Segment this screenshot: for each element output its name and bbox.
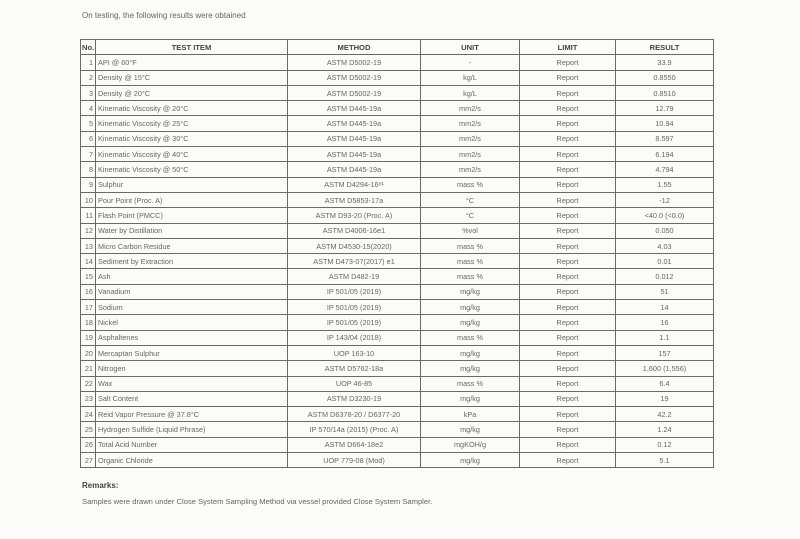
row-number: 15 (81, 269, 96, 284)
unit-cell: mg/kg (421, 361, 520, 376)
table-row (81, 162, 714, 177)
method-cell: ASTM D445-19a (288, 162, 421, 177)
table-row (81, 345, 714, 360)
method-cell: ASTM D3230-19 (288, 391, 421, 406)
method-cell: IP 570/14a (2015) (Proc. A) (288, 422, 421, 437)
result-cell: 6.194 (616, 147, 714, 162)
method-cell: ASTM D6378-20 / D6377-20 (288, 407, 421, 422)
row-number: 10 (81, 192, 96, 207)
method-cell: ASTM D473-07(2017) e1 (288, 254, 421, 269)
table-row (81, 85, 714, 100)
unit-cell: mg/kg (421, 345, 520, 360)
test-item-cell: Pour Point (Proc. A) (96, 192, 288, 207)
result-cell: 157 (616, 345, 714, 360)
result-cell: 1.1 (616, 330, 714, 345)
unit-cell: mgKOH/g (421, 437, 520, 452)
result-cell: 33.9 (616, 55, 714, 70)
row-number: 5 (81, 116, 96, 131)
result-cell: 19 (616, 391, 714, 406)
limit-cell: Report (520, 300, 616, 315)
test-item-cell: Density @ 15°C (96, 70, 288, 85)
row-number: 4 (81, 101, 96, 116)
result-cell: 8.597 (616, 131, 714, 146)
header-test-item: TEST ITEM (96, 40, 288, 55)
row-number: 26 (81, 437, 96, 452)
test-item-cell: Salt Content (96, 391, 288, 406)
unit-cell: kg/L (421, 85, 520, 100)
result-cell: 6.4 (616, 376, 714, 391)
result-cell: 51 (616, 284, 714, 299)
test-item-cell: Water by Distillation (96, 223, 288, 238)
remarks-text: Samples were drawn under Close System Sampling Method via vessel provided Close System Sampler. (82, 497, 433, 506)
limit-cell: Report (520, 70, 616, 85)
unit-cell: mg/kg (421, 422, 520, 437)
test-item-cell: Reid Vapor Pressure @ 37.8°C (96, 407, 288, 422)
method-cell: IP 501/05 (2019) (288, 300, 421, 315)
result-cell: 1,600 (1,556) (616, 361, 714, 376)
limit-cell: Report (520, 315, 616, 330)
unit-cell: mm2/s (421, 131, 520, 146)
row-number: 20 (81, 345, 96, 360)
limit-cell: Report (520, 453, 616, 468)
unit-cell: °C (421, 192, 520, 207)
table-row (81, 284, 714, 299)
method-cell: ASTM D5002-19 (288, 85, 421, 100)
method-cell: ASTM D4530-15(2020) (288, 238, 421, 253)
table-row (81, 254, 714, 269)
test-item-cell: Kinematic Viscosity @ 50°C (96, 162, 288, 177)
test-item-cell: Nitrogen (96, 361, 288, 376)
table-row (81, 192, 714, 207)
method-cell: ASTM D5853-17a (288, 192, 421, 207)
test-item-cell: Vanadium (96, 284, 288, 299)
unit-cell: mass % (421, 177, 520, 192)
limit-cell: Report (520, 101, 616, 116)
test-item-cell: Sediment by Extraction (96, 254, 288, 269)
row-number: 11 (81, 208, 96, 223)
row-number: 22 (81, 376, 96, 391)
table-row (81, 422, 714, 437)
row-number: 14 (81, 254, 96, 269)
table-row (81, 300, 714, 315)
method-cell: UOP 163-10 (288, 345, 421, 360)
table-row (81, 223, 714, 238)
method-cell: ASTM D482-19 (288, 269, 421, 284)
result-cell: 1.24 (616, 422, 714, 437)
table-row (81, 453, 714, 468)
table-row (81, 437, 714, 452)
unit-cell: %vol (421, 223, 520, 238)
result-cell: 0.12 (616, 437, 714, 452)
test-item-cell: Organic Chloride (96, 453, 288, 468)
row-number: 25 (81, 422, 96, 437)
unit-cell: kg/L (421, 70, 520, 85)
unit-cell: mg/kg (421, 284, 520, 299)
method-cell: ASTM D445-19a (288, 147, 421, 162)
test-item-cell: Density @ 20°C (96, 85, 288, 100)
limit-cell: Report (520, 361, 616, 376)
table-row (81, 131, 714, 146)
header-limit: LIMIT (520, 40, 616, 55)
limit-cell: Report (520, 116, 616, 131)
table-row (81, 330, 714, 345)
limit-cell: Report (520, 223, 616, 238)
unit-cell: kPa (421, 407, 520, 422)
unit-cell: - (421, 55, 520, 70)
header-method: METHOD (288, 40, 421, 55)
limit-cell: Report (520, 131, 616, 146)
intro-text: On testing, the following results were obtained (82, 11, 246, 20)
unit-cell: mg/kg (421, 453, 520, 468)
result-cell: <40.0 (<0.0) (616, 208, 714, 223)
header-result: RESULT (616, 40, 714, 55)
unit-cell: mass % (421, 254, 520, 269)
limit-cell: Report (520, 269, 616, 284)
remarks-title: Remarks: (82, 481, 119, 490)
limit-cell: Report (520, 391, 616, 406)
row-number: 9 (81, 177, 96, 192)
result-cell: 0.01 (616, 254, 714, 269)
unit-cell: mass % (421, 376, 520, 391)
row-number: 17 (81, 300, 96, 315)
table-row (81, 101, 714, 116)
result-cell: 42.2 (616, 407, 714, 422)
result-cell: 5.1 (616, 453, 714, 468)
limit-cell: Report (520, 407, 616, 422)
row-number: 23 (81, 391, 96, 406)
limit-cell: Report (520, 55, 616, 70)
method-cell: ASTM D5002-19 (288, 70, 421, 85)
limit-cell: Report (520, 177, 616, 192)
table-row (81, 147, 714, 162)
test-item-cell: Kinematic Viscosity @ 25°C (96, 116, 288, 131)
table-row (81, 116, 714, 131)
row-number: 18 (81, 315, 96, 330)
test-item-cell: Total Acid Number (96, 437, 288, 452)
method-cell: ASTM D5762-18a (288, 361, 421, 376)
test-item-cell: Mercaptan Sulphur (96, 345, 288, 360)
row-number: 3 (81, 85, 96, 100)
limit-cell: Report (520, 330, 616, 345)
result-cell: 1.55 (616, 177, 714, 192)
result-cell: -12 (616, 192, 714, 207)
table-row (81, 55, 714, 70)
method-cell: ASTM D445-19a (288, 101, 421, 116)
test-item-cell: Ash (96, 269, 288, 284)
method-cell: UOP 46-85 (288, 376, 421, 391)
row-number: 6 (81, 131, 96, 146)
unit-cell: mass % (421, 330, 520, 345)
header-unit: UNIT (421, 40, 520, 55)
limit-cell: Report (520, 85, 616, 100)
test-item-cell: API @ 60°F (96, 55, 288, 70)
method-cell: UOP 779-08 (Mod) (288, 453, 421, 468)
header-no: No. (81, 40, 96, 55)
method-cell: ASTM D664-18e2 (288, 437, 421, 452)
limit-cell: Report (520, 437, 616, 452)
row-number: 12 (81, 223, 96, 238)
limit-cell: Report (520, 162, 616, 177)
table-row (81, 238, 714, 253)
table-row (81, 376, 714, 391)
limit-cell: Report (520, 376, 616, 391)
row-number: 1 (81, 55, 96, 70)
limit-cell: Report (520, 345, 616, 360)
test-item-cell: Nickel (96, 315, 288, 330)
test-item-cell: Sulphur (96, 177, 288, 192)
row-number: 2 (81, 70, 96, 85)
row-number: 24 (81, 407, 96, 422)
result-cell: 0.012 (616, 269, 714, 284)
table-row (81, 269, 714, 284)
table-row (81, 70, 714, 85)
unit-cell: mass % (421, 269, 520, 284)
result-cell: 10.94 (616, 116, 714, 131)
unit-cell: mm2/s (421, 162, 520, 177)
test-item-cell: Hydrogen Sulfide (Liquid Phrase) (96, 422, 288, 437)
row-number: 27 (81, 453, 96, 468)
unit-cell: °C (421, 208, 520, 223)
method-cell: ASTM D445-19a (288, 116, 421, 131)
method-cell: ASTM D4294-16ᵉ¹ (288, 177, 421, 192)
unit-cell: mm2/s (421, 101, 520, 116)
limit-cell: Report (520, 238, 616, 253)
unit-cell: mass % (421, 238, 520, 253)
unit-cell: mm2/s (421, 147, 520, 162)
limit-cell: Report (520, 254, 616, 269)
row-number: 7 (81, 147, 96, 162)
table-row (81, 407, 714, 422)
limit-cell: Report (520, 284, 616, 299)
method-cell: ASTM D445-19a (288, 131, 421, 146)
row-number: 19 (81, 330, 96, 345)
table-row (81, 177, 714, 192)
unit-cell: mg/kg (421, 391, 520, 406)
result-cell: 0.050 (616, 223, 714, 238)
row-number: 8 (81, 162, 96, 177)
result-cell: 0.8510 (616, 85, 714, 100)
test-item-cell: Flash Point (PMCC) (96, 208, 288, 223)
result-cell: 12.79 (616, 101, 714, 116)
test-item-cell: Asphaltenes (96, 330, 288, 345)
results-table (80, 39, 714, 468)
method-cell: IP 143/04 (2018) (288, 330, 421, 345)
limit-cell: Report (520, 192, 616, 207)
row-number: 21 (81, 361, 96, 376)
method-cell: ASTM D5002-19 (288, 55, 421, 70)
test-item-cell: Micro Carbon Residue (96, 238, 288, 253)
test-item-cell: Kinematic Viscosity @ 30°C (96, 131, 288, 146)
unit-cell: mg/kg (421, 300, 520, 315)
result-cell: 0.8550 (616, 70, 714, 85)
table-row (81, 391, 714, 406)
test-item-cell: Sodium (96, 300, 288, 315)
row-number: 13 (81, 238, 96, 253)
result-cell: 14 (616, 300, 714, 315)
table-row (81, 315, 714, 330)
method-cell: IP 501/05 (2019) (288, 284, 421, 299)
test-item-cell: Wax (96, 376, 288, 391)
method-cell: IP 501/05 (2019) (288, 315, 421, 330)
table-row (81, 208, 714, 223)
unit-cell: mg/kg (421, 315, 520, 330)
test-item-cell: Kinematic Viscosity @ 40°C (96, 147, 288, 162)
result-cell: 4.794 (616, 162, 714, 177)
limit-cell: Report (520, 422, 616, 437)
test-item-cell: Kinematic Viscosity @ 20°C (96, 101, 288, 116)
row-number: 16 (81, 284, 96, 299)
limit-cell: Report (520, 208, 616, 223)
limit-cell: Report (520, 147, 616, 162)
result-cell: 4.03 (616, 238, 714, 253)
method-cell: ASTM D93-20 (Proc. A) (288, 208, 421, 223)
method-cell: ASTM D4006-16e1 (288, 223, 421, 238)
result-cell: 16 (616, 315, 714, 330)
table-header-row (81, 40, 714, 55)
table-row (81, 361, 714, 376)
unit-cell: mm2/s (421, 116, 520, 131)
